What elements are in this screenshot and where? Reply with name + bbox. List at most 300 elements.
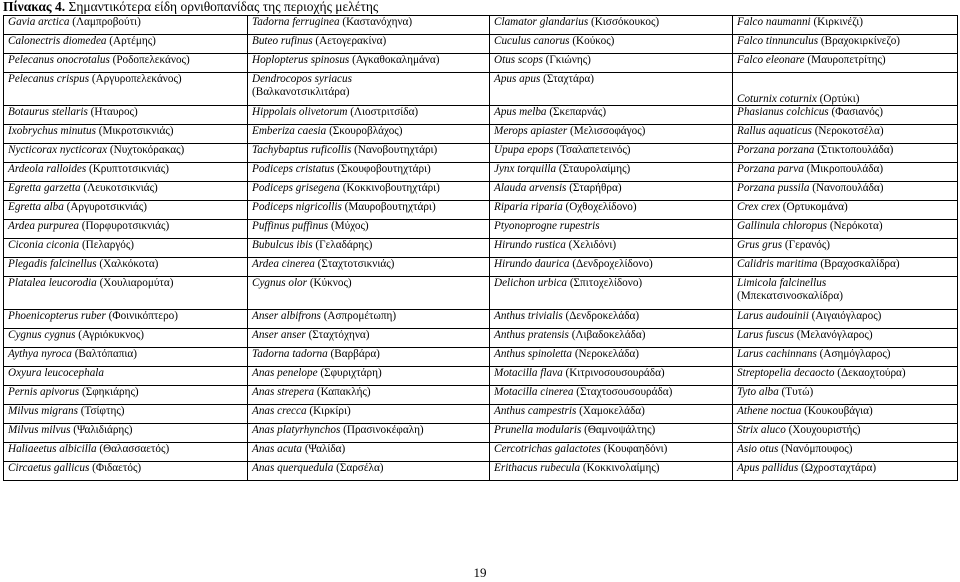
common-name: (Καστανόχηνα) bbox=[342, 16, 413, 28]
species-cell bbox=[733, 310, 958, 329]
species-cell bbox=[733, 163, 958, 182]
scientific-name: Strix aluco bbox=[737, 424, 786, 436]
species-cell bbox=[248, 386, 490, 405]
species-cell bbox=[4, 329, 248, 348]
common-name: (Δεκαοχτούρα) bbox=[837, 367, 906, 379]
common-name: (Οχθοχελίδονο) bbox=[565, 201, 637, 213]
common-name: (Λιβαδοκελάδα) bbox=[571, 329, 646, 341]
common-name: (Νανοπουλάδα) bbox=[812, 182, 884, 194]
table-row bbox=[4, 462, 958, 481]
scientific-name: Dendrocopos syriacus bbox=[252, 73, 352, 85]
common-name: (Ηταυρος) bbox=[90, 106, 138, 118]
common-name: (Μελανόγλαρος) bbox=[796, 329, 873, 341]
scientific-name: Anser anser bbox=[252, 329, 306, 341]
common-name: (Πελαργός) bbox=[81, 239, 135, 251]
scientific-name: Milvus migrans bbox=[8, 405, 78, 417]
species-cell bbox=[248, 329, 490, 348]
scientific-name: Cercotrichas galactotes bbox=[494, 443, 601, 455]
scientific-name: Rallus aquaticus bbox=[737, 125, 812, 137]
species-cell bbox=[490, 277, 733, 310]
species-cell bbox=[4, 220, 248, 239]
species-cell bbox=[490, 16, 733, 35]
common-name: (Ψαλίδα) bbox=[304, 443, 346, 455]
common-name: (Στικτοπουλάδα) bbox=[817, 144, 894, 156]
common-name: (Ωχροσταχτάρα) bbox=[801, 462, 877, 474]
common-name: (Βραχοσκαλίδρα) bbox=[820, 258, 900, 270]
scientific-name: Anthus spinoletta bbox=[494, 348, 573, 360]
species-cell bbox=[733, 443, 958, 462]
species-cell bbox=[490, 144, 733, 163]
table-caption bbox=[3, 0, 378, 14]
common-name: (Χελιδόνι) bbox=[568, 239, 617, 251]
common-name: (Φασιανός) bbox=[831, 106, 883, 118]
common-name: (Κουφαηδόνι) bbox=[603, 443, 668, 455]
common-name: (Κοκκινοβουτηχτάρι) bbox=[342, 182, 440, 194]
scientific-name: Tadorna ferruginea bbox=[252, 16, 340, 28]
common-name: (Αργυροπελεκάνος) bbox=[91, 73, 182, 85]
common-name: (Σταχτοτσικνιάς) bbox=[317, 258, 395, 270]
species-cell bbox=[490, 329, 733, 348]
scientific-name: Oxyura leucocephala bbox=[8, 367, 104, 379]
table-row bbox=[4, 106, 958, 125]
scientific-name: Hippolais olivetorum bbox=[252, 106, 348, 118]
common-name: (Θαμνοψάλτης) bbox=[584, 424, 656, 436]
common-name: (Ασημόγλαρος) bbox=[819, 348, 891, 360]
species-cell bbox=[490, 443, 733, 462]
species-cell bbox=[4, 367, 248, 386]
species-cell bbox=[4, 386, 248, 405]
scientific-name: Delichon urbica bbox=[494, 277, 568, 289]
scientific-name: Egretta garzetta bbox=[8, 182, 81, 194]
table-row bbox=[4, 201, 958, 220]
species-cell bbox=[4, 201, 248, 220]
scientific-name: Cygnus cygnus bbox=[8, 329, 76, 341]
common-name: (Νανοβουτηχτάρι) bbox=[354, 144, 438, 156]
species-cell bbox=[490, 367, 733, 386]
species-cell bbox=[4, 424, 248, 443]
scientific-name: Falco naumanni bbox=[737, 16, 811, 28]
species-table bbox=[3, 15, 958, 481]
common-name: (Μελισσοφάγος) bbox=[570, 125, 646, 137]
common-name: (Σφυριχτάρη) bbox=[320, 367, 382, 379]
species-cell bbox=[248, 220, 490, 239]
scientific-name: Athene noctua bbox=[737, 405, 802, 417]
species-cell bbox=[248, 277, 490, 310]
species-cell bbox=[4, 106, 248, 125]
species-cell bbox=[248, 405, 490, 424]
common-name: (Χουχουριστής) bbox=[788, 424, 861, 436]
species-cell bbox=[490, 239, 733, 258]
common-name: (Φοινικόπτερο) bbox=[108, 310, 178, 322]
scientific-name: Ixobrychus minutus bbox=[8, 125, 96, 137]
scientific-name: Grus grus bbox=[737, 239, 783, 251]
scientific-name: Milvus milvus bbox=[8, 424, 71, 436]
common-name: (Χαλκόκοτα) bbox=[99, 258, 159, 270]
scientific-name: Podiceps nigricollis bbox=[252, 201, 342, 213]
scientific-name: Porzana pussila bbox=[737, 182, 810, 194]
scientific-name: Erithacus rubecula bbox=[494, 462, 581, 474]
species-cell bbox=[248, 35, 490, 54]
common-name: (Ασπρομέτωπη) bbox=[323, 310, 397, 322]
species-cell bbox=[490, 201, 733, 220]
scientific-name: Anas penelope bbox=[252, 367, 318, 379]
common-name: (Σκουφοβουτηχτάρι) bbox=[337, 163, 431, 175]
species-cell bbox=[4, 443, 248, 462]
scientific-name: Hirundo rustica bbox=[494, 239, 566, 251]
common-name: (Βαλτόπαπια) bbox=[74, 348, 138, 360]
species-cell bbox=[490, 106, 733, 125]
species-table-body bbox=[4, 16, 958, 481]
scientific-name: Buteo rufinus bbox=[252, 35, 313, 47]
common-name: (Μαυροπετρίτης) bbox=[807, 54, 886, 66]
table-row bbox=[4, 182, 958, 201]
species-cell bbox=[733, 405, 958, 424]
scientific-name: Merops apiaster bbox=[494, 125, 568, 137]
scientific-name: Anas acuta bbox=[252, 443, 303, 455]
species-cell bbox=[490, 386, 733, 405]
species-cell bbox=[733, 367, 958, 386]
table-row bbox=[4, 424, 958, 443]
species-cell bbox=[733, 462, 958, 481]
table-row bbox=[4, 277, 958, 310]
common-name: (Χουλιαρομύτα) bbox=[99, 277, 174, 289]
scientific-name: Pelecanus onocrotalus bbox=[8, 54, 110, 66]
species-cell bbox=[4, 310, 248, 329]
common-name: (Ψαλιδιάρης) bbox=[73, 424, 133, 436]
common-name: (Σκουροβλάχος) bbox=[329, 125, 403, 137]
scientific-name: Porzana porzana bbox=[737, 144, 815, 156]
table-row bbox=[4, 367, 958, 386]
common-name: (Νανόμπουφος) bbox=[781, 443, 853, 455]
species-cell bbox=[733, 258, 958, 277]
scientific-name: Motacilla flava bbox=[494, 367, 563, 379]
species-cell bbox=[4, 144, 248, 163]
scientific-name: Anthus pratensis bbox=[494, 329, 569, 341]
scientific-name: Anas querquedula bbox=[252, 462, 334, 474]
scientific-name: Gavia arctica bbox=[8, 16, 70, 28]
caption-label: Πίνακας 4. bbox=[3, 0, 66, 14]
common-name: (Τυτώ) bbox=[781, 386, 814, 398]
scientific-name: Calonectris diomedea bbox=[8, 35, 107, 47]
scientific-name: Tachybaptus ruficollis bbox=[252, 144, 352, 156]
scientific-name: Apus melba bbox=[494, 106, 547, 118]
scientific-name: Ardea purpurea bbox=[8, 220, 79, 232]
common-name: (Κούκος) bbox=[572, 35, 615, 47]
scientific-name: Ptyonoprogne rupestris bbox=[494, 220, 600, 232]
species-cell bbox=[490, 258, 733, 277]
scientific-name: Anas crecca bbox=[252, 405, 307, 417]
common-name: (Σταχτόχηνα) bbox=[308, 329, 370, 341]
common-name: (Αρτέμης) bbox=[109, 35, 156, 47]
species-cell bbox=[248, 443, 490, 462]
species-cell bbox=[248, 239, 490, 258]
common-name: (Φιδαετός) bbox=[92, 462, 142, 474]
common-name: (Κουκουβάγια) bbox=[804, 405, 873, 417]
table-row bbox=[4, 35, 958, 54]
scientific-name: Riparia riparia bbox=[494, 201, 563, 213]
common-name: (Κρυπτοτσικνιάς) bbox=[89, 163, 169, 175]
common-name: (Κιτρινοσουσουράδα) bbox=[565, 367, 665, 379]
species-cell bbox=[733, 329, 958, 348]
species-cell bbox=[248, 367, 490, 386]
common-name: (Σταχτάρα) bbox=[543, 73, 594, 85]
species-cell bbox=[248, 125, 490, 144]
scientific-name: Plegadis falcinellus bbox=[8, 258, 97, 270]
species-cell bbox=[733, 73, 958, 106]
scientific-name: Hoplopterus spinosus bbox=[252, 54, 350, 66]
scientific-name: Limicola falcinellus bbox=[737, 277, 827, 289]
species-cell bbox=[733, 182, 958, 201]
common-name: (Αργυροτσικνιάς) bbox=[66, 201, 147, 213]
species-cell bbox=[248, 258, 490, 277]
common-name: (Σταυρολαίμης) bbox=[558, 163, 631, 175]
species-cell bbox=[733, 220, 958, 239]
scientific-name: Circaetus gallicus bbox=[8, 462, 90, 474]
scientific-name: Ardea cinerea bbox=[252, 258, 315, 270]
species-cell bbox=[248, 163, 490, 182]
page-number: 19 bbox=[473, 565, 487, 580]
table-row bbox=[4, 125, 958, 144]
scientific-name: Ardeola ralloides bbox=[8, 163, 87, 175]
common-name: (Σταρήθρα) bbox=[569, 182, 622, 194]
species-cell bbox=[490, 163, 733, 182]
common-name: (Κοκκινολαίμης) bbox=[582, 462, 660, 474]
species-cell bbox=[4, 73, 248, 106]
species-cell bbox=[733, 348, 958, 367]
species-cell bbox=[248, 182, 490, 201]
table-row bbox=[4, 54, 958, 73]
species-cell bbox=[4, 277, 248, 310]
species-cell bbox=[733, 386, 958, 405]
common-name: (Μικροπουλάδα) bbox=[806, 163, 884, 175]
scientific-name: Anthus trivialis bbox=[494, 310, 563, 322]
scientific-name: Hirundo daurica bbox=[494, 258, 570, 270]
table-row bbox=[4, 16, 958, 35]
common-name: (Ορτυκομάνα) bbox=[782, 201, 848, 213]
species-cell bbox=[248, 348, 490, 367]
species-cell bbox=[248, 462, 490, 481]
species-cell bbox=[248, 54, 490, 73]
common-name: (Δενδροχελίδονο) bbox=[572, 258, 653, 270]
scientific-name: Podiceps grisegena bbox=[252, 182, 340, 194]
scientific-name: Apus pallidus bbox=[737, 462, 799, 474]
species-cell bbox=[490, 182, 733, 201]
scientific-name: Cuculus canorus bbox=[494, 35, 570, 47]
scientific-name: Platalea leucorodia bbox=[8, 277, 97, 289]
common-name: (Πρασινοκέφαλη) bbox=[343, 424, 424, 436]
common-name: (Αιγαιόγλαρος) bbox=[811, 310, 882, 322]
common-name: (Λιοστριτσίδα) bbox=[350, 106, 419, 118]
scientific-name: Botaurus stellaris bbox=[8, 106, 88, 118]
common-name: (Θαλασσαετός) bbox=[99, 443, 170, 455]
common-name: (Ορτύκι) bbox=[819, 92, 860, 105]
species-cell bbox=[4, 405, 248, 424]
scientific-name: Crex crex bbox=[737, 201, 780, 213]
species-cell bbox=[733, 277, 958, 310]
species-cell bbox=[248, 73, 490, 106]
common-name: (Τσίφτης) bbox=[80, 405, 125, 417]
common-name: (Μύχος) bbox=[330, 220, 369, 232]
scientific-name: Gallinula chloropus bbox=[737, 220, 828, 232]
scientific-name: Larus cachinnans bbox=[737, 348, 817, 360]
scientific-name: Streptopelia decaocto bbox=[737, 367, 835, 379]
species-cell bbox=[490, 35, 733, 54]
table-row bbox=[4, 258, 958, 277]
species-cell bbox=[4, 163, 248, 182]
common-name: (Καπακλής) bbox=[316, 386, 371, 398]
species-cell bbox=[490, 73, 733, 106]
scientific-name: Anser albifrons bbox=[252, 310, 321, 322]
common-name: (Σαρσέλα) bbox=[336, 462, 384, 474]
scientific-name: Alauda arvensis bbox=[494, 182, 567, 194]
common-name: (Αετογερακίνα) bbox=[315, 35, 387, 47]
common-name: (Νεροκοτσέλα) bbox=[814, 125, 884, 137]
table-row bbox=[4, 144, 958, 163]
species-cell bbox=[4, 35, 248, 54]
scientific-name: Jynx torquilla bbox=[494, 163, 557, 175]
species-cell bbox=[4, 54, 248, 73]
common-name: (Σκεπαρνάς) bbox=[549, 106, 607, 118]
common-name: (Κιρκίρι) bbox=[309, 405, 351, 417]
species-cell bbox=[733, 125, 958, 144]
scientific-name: Haliaeetus albicilla bbox=[8, 443, 97, 455]
species-cell bbox=[248, 310, 490, 329]
scientific-name: Larus fuscus bbox=[737, 329, 794, 341]
common-name: (Χαμοκελάδα) bbox=[579, 405, 645, 417]
scientific-name: Emberiza caesia bbox=[252, 125, 327, 137]
common-name: (Μαυροβουτηχτάρι) bbox=[344, 201, 436, 213]
scientific-name: Puffinus puffinus bbox=[252, 220, 329, 232]
species-cell bbox=[733, 239, 958, 258]
species-cell bbox=[4, 462, 248, 481]
table-row bbox=[4, 73, 958, 106]
scientific-name: Podiceps cristatus bbox=[252, 163, 335, 175]
species-cell bbox=[4, 125, 248, 144]
common-name: (Ροδοπελεκάνος) bbox=[112, 54, 190, 66]
species-cell bbox=[490, 424, 733, 443]
scientific-name: Clamator glandarius bbox=[494, 16, 589, 28]
common-name: (Λαμπροβούτι) bbox=[72, 16, 141, 28]
species-cell bbox=[733, 106, 958, 125]
species-cell bbox=[248, 144, 490, 163]
scientific-name: Anthus campestris bbox=[494, 405, 577, 417]
scientific-name: Tyto alba bbox=[737, 386, 779, 398]
common-name: (Γελαδάρης) bbox=[315, 239, 373, 251]
common-name: (Σπιτοχελίδονο) bbox=[569, 277, 643, 289]
scientific-name: Apus apus bbox=[494, 73, 541, 85]
common-name: (Κιρκινέζι) bbox=[813, 16, 863, 28]
species-cell bbox=[733, 144, 958, 163]
species-cell bbox=[490, 54, 733, 73]
species-cell bbox=[490, 462, 733, 481]
table-row bbox=[4, 310, 958, 329]
scientific-name: Ciconia ciconia bbox=[8, 239, 80, 251]
common-name: (Τσαλαπετεινός) bbox=[556, 144, 631, 156]
scientific-name: Phoenicopterus ruber bbox=[8, 310, 106, 322]
scientific-name: Phasianus colchicus bbox=[737, 106, 829, 118]
common-name: (Γκιώνης) bbox=[545, 54, 591, 66]
common-name: (Νυχτοκόρακας) bbox=[109, 144, 185, 156]
species-cell bbox=[490, 125, 733, 144]
species-cell bbox=[490, 348, 733, 367]
common-name: (Μπεκατσινοσκαλίδρα) bbox=[737, 289, 843, 302]
scientific-name: Anas strepera bbox=[252, 386, 315, 398]
scientific-name: Nycticorax nycticorax bbox=[8, 144, 108, 156]
common-name: (Νεροκελάδα) bbox=[574, 348, 639, 360]
scientific-name: Coturnix coturnix bbox=[737, 92, 817, 105]
common-name: (Δενδροκελάδα) bbox=[565, 310, 640, 322]
common-name: (Κύκνος) bbox=[309, 277, 352, 289]
species-cell bbox=[733, 35, 958, 54]
common-name: (Κισσόκουκος) bbox=[590, 16, 660, 28]
table-row bbox=[4, 405, 958, 424]
common-name: (Βραχοκιρκίνεζο) bbox=[820, 35, 901, 47]
scientific-name: Tadorna tadorna bbox=[252, 348, 328, 360]
scientific-name: Pelecanus crispus bbox=[8, 73, 90, 85]
scientific-name: Otus scops bbox=[494, 54, 543, 66]
species-cell bbox=[248, 16, 490, 35]
table-row bbox=[4, 329, 958, 348]
scientific-name: Bubulcus ibis bbox=[252, 239, 313, 251]
species-cell bbox=[733, 54, 958, 73]
species-cell bbox=[733, 201, 958, 220]
common-name: (Βαρβάρα) bbox=[330, 348, 380, 360]
scientific-name: Pernis apivorus bbox=[8, 386, 80, 398]
species-cell bbox=[4, 16, 248, 35]
common-name: (Πορφυροτσικνιάς) bbox=[81, 220, 170, 232]
common-name: (Αγκαθοκαλημάνα) bbox=[352, 54, 440, 66]
scientific-name: Upupa epops bbox=[494, 144, 554, 156]
scientific-name: Motacilla cinerea bbox=[494, 386, 574, 398]
scientific-name: Aythya nyroca bbox=[8, 348, 72, 360]
species-cell bbox=[4, 348, 248, 367]
scientific-name: Porzana parva bbox=[737, 163, 804, 175]
table-row bbox=[4, 386, 958, 405]
species-cell bbox=[733, 424, 958, 443]
common-name: (Λευκοτσικνιάς) bbox=[83, 182, 158, 194]
common-name: (Γερανός) bbox=[784, 239, 831, 251]
species-cell bbox=[4, 182, 248, 201]
scientific-name: Falco tinnunculus bbox=[737, 35, 819, 47]
species-cell bbox=[490, 220, 733, 239]
common-name: (Αγριόκυκνος) bbox=[78, 329, 145, 341]
scientific-name: Calidris maritima bbox=[737, 258, 818, 270]
common-name: (Βαλκανοτσικλιτάρα) bbox=[252, 85, 350, 98]
common-name: (Σταχτοσουσουράδα) bbox=[576, 386, 673, 398]
common-name: (Νερόκοτα) bbox=[829, 220, 883, 232]
table-row bbox=[4, 220, 958, 239]
scientific-name: Falco eleonare bbox=[737, 54, 805, 66]
table-row bbox=[4, 163, 958, 182]
common-name: (Σφηκιάρης) bbox=[81, 386, 139, 398]
scientific-name: Cygnus olor bbox=[252, 277, 308, 289]
species-cell bbox=[490, 310, 733, 329]
species-cell bbox=[4, 258, 248, 277]
table-row bbox=[4, 239, 958, 258]
species-cell bbox=[733, 16, 958, 35]
species-cell bbox=[248, 424, 490, 443]
common-name: (Μικροτσικνιάς) bbox=[98, 125, 174, 137]
species-cell bbox=[248, 106, 490, 125]
scientific-name: Anas platyrhynchos bbox=[252, 424, 341, 436]
species-cell bbox=[248, 201, 490, 220]
scientific-name: Asio otus bbox=[737, 443, 779, 455]
scientific-name: Egretta alba bbox=[8, 201, 64, 213]
scientific-name: Prunella modularis bbox=[494, 424, 582, 436]
table-row bbox=[4, 348, 958, 367]
scientific-name: Larus audouinii bbox=[737, 310, 809, 322]
table-row bbox=[4, 443, 958, 462]
